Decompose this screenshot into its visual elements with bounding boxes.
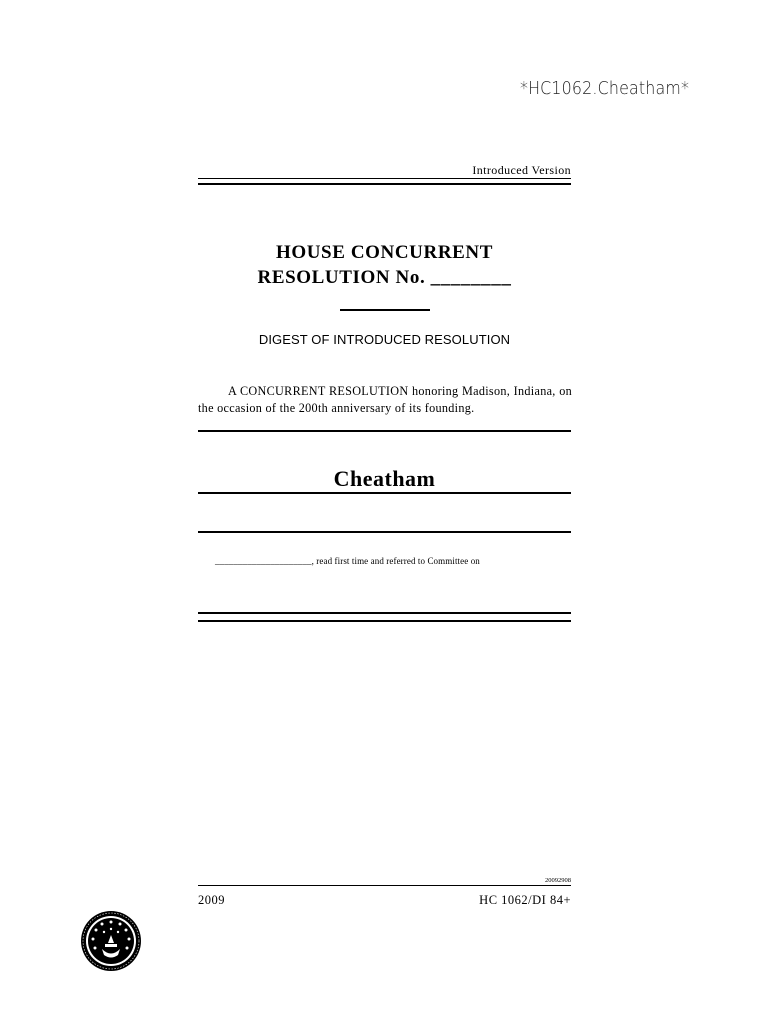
header-divider: [198, 178, 571, 179]
section-divider: [198, 531, 571, 533]
bill-identifier: HC 1062/DI 84+: [479, 893, 571, 907]
barcode-label: *HC1062.Cheatham*: [520, 78, 690, 99]
state-seal-icon: [80, 910, 142, 972]
bottom-divider-2: [198, 620, 571, 622]
title-line-2: RESOLUTION No. ________: [257, 267, 512, 288]
title-underline: [340, 309, 430, 311]
resolution-summary: [198, 383, 572, 417]
digest-heading: DIGEST OF INTRODUCED RESOLUTION: [258, 332, 511, 347]
version-label: Introduced Version: [472, 163, 571, 177]
footer-divider: [198, 885, 571, 886]
summary-divider: [198, 430, 571, 432]
session-year: 2009: [198, 893, 225, 907]
summary-text: A CONCURRENT RESOLUTION honoring Madison, Indiana, on the occasion of the 200th anniversary of its founding.: [198, 384, 572, 415]
committee-referral: _____________________, read first time and referred to Committee on: [215, 556, 480, 566]
header-divider-thick: [198, 183, 571, 185]
author-name: Cheatham: [333, 466, 436, 491]
document-number: 20092908: [545, 877, 571, 884]
title-line-1: HOUSE CONCURRENT: [275, 242, 494, 263]
document-title: [198, 240, 571, 290]
author-divider: [198, 492, 571, 494]
bottom-divider: [198, 612, 571, 614]
